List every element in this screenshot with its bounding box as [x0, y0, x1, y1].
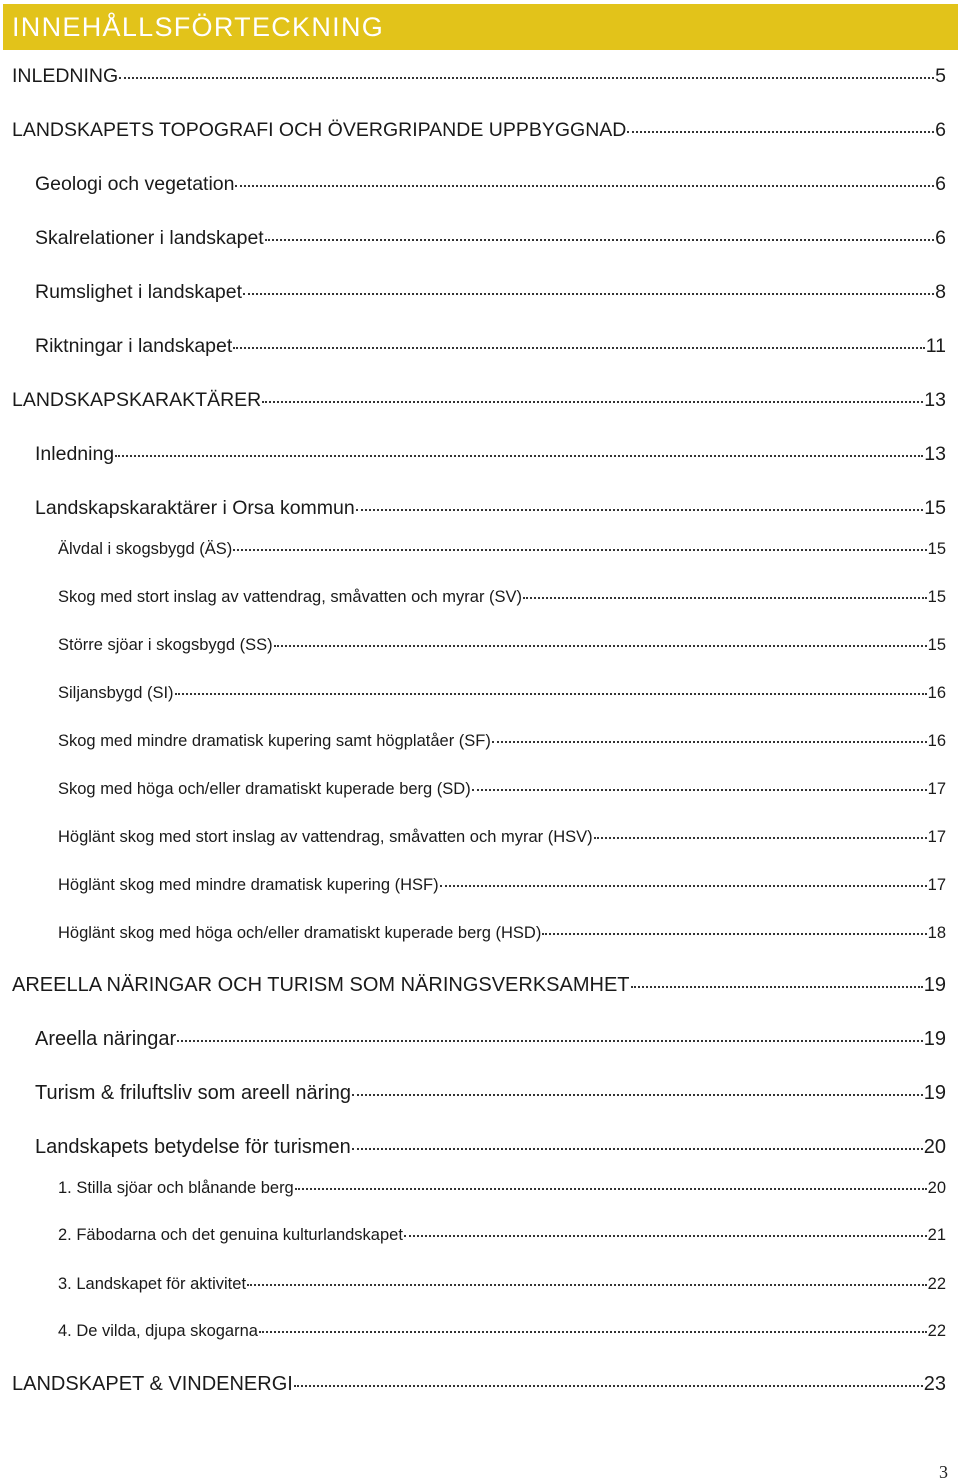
toc-leader	[235, 185, 934, 187]
toc-entry-title: 3. Landskapet för aktivitet	[58, 1275, 247, 1293]
toc-entry-hoglant-berg[interactable]	[58, 924, 946, 943]
toc-leader	[177, 1040, 923, 1042]
toc-entry-page: 15	[924, 497, 946, 519]
toc-entry-page: 5	[935, 65, 946, 87]
toc-entry-vindenergi[interactable]	[12, 1373, 946, 1396]
toc-entry-page: 16	[927, 684, 946, 702]
toc-entry-landskapets-betydelse[interactable]	[35, 1136, 946, 1159]
toc-entry-geologi[interactable]	[35, 173, 946, 196]
toc-entry-page: 17	[927, 876, 946, 894]
toc-leader	[259, 1331, 927, 1333]
toc-entry-title: Rumslighet i landskapet	[35, 281, 243, 303]
toc-leader	[262, 401, 923, 403]
toc-leader	[356, 509, 924, 511]
toc-leader	[627, 131, 934, 133]
toc-leader	[274, 645, 927, 647]
toc-leader	[233, 347, 924, 349]
toc-entry-title: 2. Fäbodarna och det genuina kulturlandskapet	[58, 1226, 403, 1244]
toc-entry-title: Landskapskaraktärer i Orsa kommun	[35, 497, 355, 519]
toc-entry-title: Landskapets betydelse för turismen	[35, 1136, 351, 1158]
toc-leader	[243, 293, 934, 295]
toc-entry-page: 17	[927, 780, 946, 798]
toc-entry-skog-vattendrag[interactable]	[58, 588, 946, 607]
toc-entry-page: 18	[927, 924, 946, 942]
toc-entry-page: 15	[927, 636, 946, 654]
toc-entry-page: 6	[935, 227, 946, 249]
toc-entry-riktningar[interactable]	[35, 335, 946, 358]
toc-entry-page: 6	[935, 119, 946, 141]
toc-leader	[404, 1235, 927, 1237]
toc-entry-title: Höglänt skog med stort inslag av vattendrag, småvatten och myrar (HSV)	[58, 828, 593, 846]
toc-leader	[492, 741, 927, 743]
toc-leader	[295, 1188, 927, 1190]
toc-entry-page: 19	[923, 1082, 946, 1104]
toc-heading-banner	[3, 4, 958, 50]
toc-entry-siljansbygd[interactable]	[58, 684, 946, 703]
toc-entry-karaktarer-orsa[interactable]	[35, 497, 946, 520]
toc-entry-turism-friluftsliv[interactable]	[35, 1082, 946, 1105]
toc-entry-areella-naringar[interactable]	[35, 1028, 946, 1051]
toc-leader	[175, 693, 927, 695]
toc-leader	[265, 239, 934, 241]
toc-entry-page: 8	[935, 281, 946, 303]
toc-entry-page: 13	[924, 443, 946, 465]
toc-entry-page: 22	[927, 1322, 946, 1340]
toc-entry-inledning-sub[interactable]	[35, 443, 946, 466]
toc-entry-title: Areella näringar	[35, 1028, 177, 1050]
toc-leader	[352, 1094, 923, 1096]
toc-entry-title: Större sjöar i skogsbygd (SS)	[58, 636, 273, 654]
toc-entry-title: Skog med stort inslag av vattendrag, småvatten och myrar (SV)	[58, 588, 523, 606]
toc-entry-title: Turism & friluftsliv som areell näring	[35, 1082, 352, 1104]
toc-leader	[115, 455, 923, 457]
toc-entry-rumslighet[interactable]	[35, 281, 946, 304]
toc-entry-page: 20	[927, 1179, 946, 1197]
toc-entry-page: 6	[935, 173, 946, 195]
page-number: 3	[939, 1462, 948, 1482]
toc-leader	[119, 77, 934, 79]
toc-leader	[233, 549, 926, 551]
toc-entry-page: 23	[923, 1373, 946, 1395]
toc-leader	[352, 1148, 923, 1150]
toc-entry-title: Skog med mindre dramatisk kupering samt högplatåer (SF)	[58, 732, 491, 750]
toc-entry-areella-naringar-turism[interactable]	[12, 974, 946, 997]
toc-leader	[247, 1284, 927, 1286]
toc-entry-page: 17	[927, 828, 946, 846]
toc-entry-page: 19	[923, 974, 946, 996]
toc-entry-title: Riktningar i landskapet	[35, 335, 233, 357]
toc-entry-title: Höglänt skog med höga och/eller dramatiskt kuperade berg (HSD)	[58, 924, 542, 942]
toc-entry-title: LANDSKAPETS TOPOGRAFI OCH ÖVERGRIPANDE UPPBYGGNAD	[12, 119, 627, 141]
toc-entry-fabodarna[interactable]	[58, 1226, 946, 1245]
toc-entry-page: 22	[927, 1275, 946, 1293]
toc-entry-hoglant-kupering[interactable]	[58, 876, 946, 895]
toc-entry-page: 13	[924, 389, 946, 411]
toc-entry-inledning[interactable]	[12, 65, 946, 88]
toc-entry-page: 21	[927, 1226, 946, 1244]
toc-entry-stilla-sjoar[interactable]	[58, 1179, 946, 1198]
toc-entry-page: 11	[925, 335, 946, 357]
toc-entry-page: 15	[927, 588, 946, 606]
toc-entry-hoglant-vattendrag[interactable]	[58, 828, 946, 847]
toc-entry-storre-sjoar[interactable]	[58, 636, 946, 655]
toc-entry-title: Skalrelationer i landskapet	[35, 227, 264, 249]
toc-entry-title: 1. Stilla sjöar och blånande berg	[58, 1179, 294, 1197]
toc-leader	[594, 837, 927, 839]
toc-entry-landskapskaraktarer[interactable]	[12, 389, 946, 412]
toc-entry-title: Siljansbygd (SI)	[58, 684, 174, 702]
toc-entry-title: LANDSKAPSKARAKTÄRER	[12, 389, 262, 411]
toc-entry-alvdal[interactable]	[58, 540, 946, 559]
toc-entry-title: Geologi och vegetation	[35, 173, 235, 195]
toc-entry-title: AREELLA NÄRINGAR OCH TURISM SOM NÄRINGSVERKSAMHET	[12, 974, 630, 996]
toc-entry-title: Skog med höga och/eller dramatiskt kuperade berg (SD)	[58, 780, 471, 798]
toc-entry-title: INLEDNING	[12, 65, 119, 87]
toc-entry-skog-hoga-berg[interactable]	[58, 780, 946, 799]
toc-entry-title: Höglänt skog med mindre dramatisk kupering (HSF)	[58, 876, 439, 894]
toc-entry-vilda-skogarna[interactable]	[58, 1322, 946, 1341]
toc-entry-page: 16	[927, 732, 946, 750]
toc-entry-title: LANDSKAPET & VINDENERGI	[12, 1373, 293, 1395]
toc-entry-skalrelationer[interactable]	[35, 227, 946, 250]
toc-entry-page: 19	[923, 1028, 946, 1050]
toc-entry-landskapets-topografi[interactable]	[12, 119, 946, 142]
toc-heading: INNEHÅLLSFÖRTECKNING	[12, 12, 385, 42]
toc-entry-title: 4. De vilda, djupa skogarna	[58, 1322, 258, 1340]
toc-leader	[542, 933, 926, 935]
toc-leader	[440, 885, 927, 887]
toc-entry-page: 20	[923, 1136, 946, 1158]
toc-entry-landskapet-aktivitet[interactable]	[58, 1275, 946, 1294]
toc-leader	[294, 1385, 923, 1387]
toc-leader	[523, 597, 927, 599]
toc-entry-page: 15	[927, 540, 946, 558]
toc-entry-skog-mindre-kupering[interactable]	[58, 732, 946, 751]
toc-leader	[472, 789, 927, 791]
toc-leader	[631, 986, 923, 988]
toc-entry-title: Älvdal i skogsbygd (ÄS)	[58, 540, 233, 558]
toc-entry-title: Inledning	[35, 443, 115, 465]
